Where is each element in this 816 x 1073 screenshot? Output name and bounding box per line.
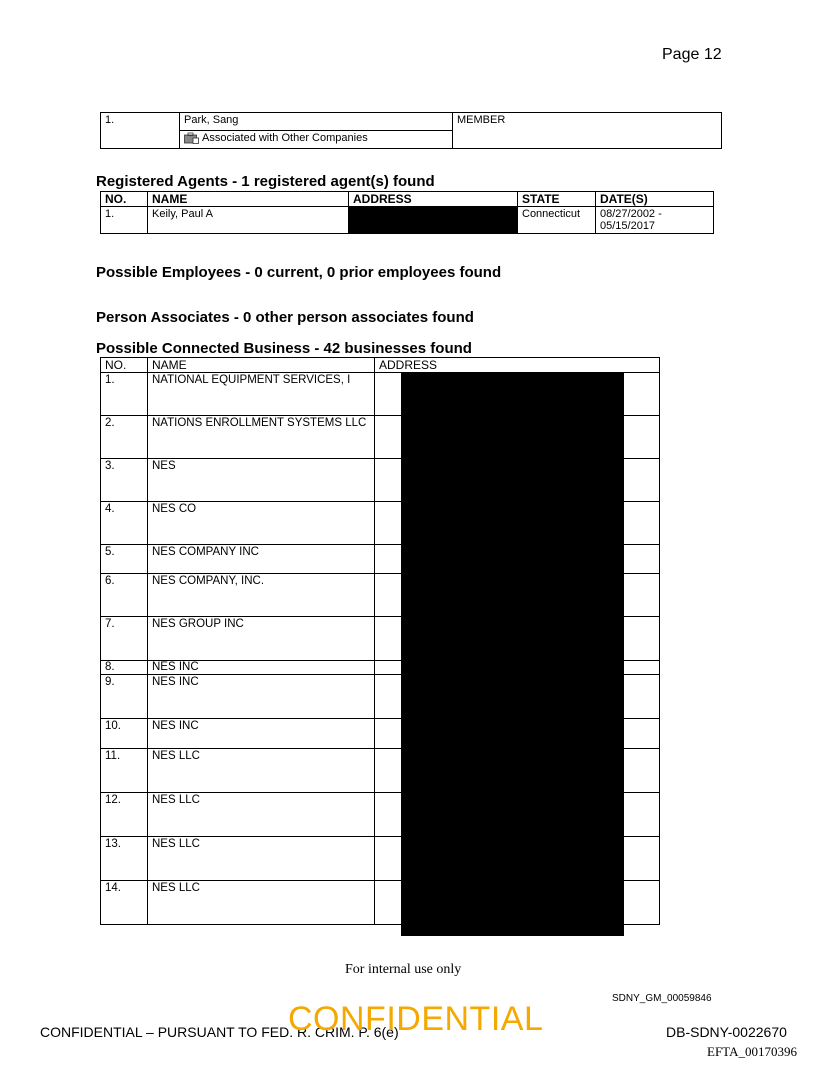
row-no: 8. [101,661,148,675]
confidential-stamp: CONFIDENTIAL [288,1000,544,1038]
col-name: NAME [148,358,375,373]
members-table [100,112,722,149]
person-associates-title: Person Associates - 0 other person associates found [96,309,474,326]
row-name: NES INC [148,675,375,719]
row-name: NES LLC [148,749,375,793]
col-name: NAME [148,192,349,207]
row-no: 12. [101,793,148,837]
bates-number-large: DB-SDNY-0022670 [666,1024,787,1040]
row-no: 13. [101,837,148,881]
col-state: STATE [518,192,596,207]
row-no: 6. [101,574,148,617]
row-name: NES [148,459,375,502]
page-number: Page 12 [662,46,722,63]
agent-no: 1. [101,207,148,234]
col-address: ADDRESS [375,358,660,373]
member-no: 1. [101,113,180,149]
registered-agents-table [100,191,714,234]
possible-employees-title: Possible Employees - 0 current, 0 prior employees found [96,264,502,281]
row-no: 7. [101,617,148,661]
table-row [101,113,722,131]
row-no: 5. [101,545,148,574]
row-name: NES INC [148,661,375,675]
member-name: Park, Sang [180,113,453,131]
briefcase-icon [184,132,199,144]
member-role: MEMBER [453,113,722,149]
row-name: NES CO [148,502,375,545]
col-no: NO. [101,192,148,207]
row-name: NATIONAL EQUIPMENT SERVICES, I [148,373,375,416]
row-no: 1. [101,373,148,416]
associated-companies-cell [180,131,453,149]
address-redaction-block [401,373,624,936]
row-no: 3. [101,459,148,502]
agent-dates [596,207,714,234]
row-name: NES LLC [148,881,375,925]
row-name: NES LLC [148,837,375,881]
internal-use-note: For internal use only [345,962,462,977]
agent-date-to: 05/15/2017 [600,220,656,232]
row-no: 14. [101,881,148,925]
row-no: 11. [101,749,148,793]
row-no: 4. [101,502,148,545]
row-no: 2. [101,416,148,459]
registered-agents-title: Registered Agents - 1 registered agent(s) found [96,173,435,190]
agent-date-from: 08/27/2002 - [600,208,662,220]
efta-number: EFTA_00170396 [707,1044,797,1059]
row-name: NES GROUP INC [148,617,375,661]
row-name: NATIONS ENROLLMENT SYSTEMS LLC [148,416,375,459]
row-no: 10. [101,719,148,749]
agent-name: Keily, Paul A [148,207,349,234]
col-address: ADDRESS [349,192,518,207]
row-name: NES COMPANY INC [148,545,375,574]
col-no: NO. [101,358,148,373]
redacted-address [349,207,518,234]
confidential-notice: CONFIDENTIAL – PURSUANT TO FED. R. CRIM. P. 6(e) [40,1024,399,1040]
table-header-row [101,358,660,373]
associated-companies-label: Associated with Other Companies [202,132,368,144]
table-header-row [101,192,714,207]
col-dates: DATE(S) [596,192,714,207]
row-no: 9. [101,675,148,719]
row-name: NES LLC [148,793,375,837]
associated-companies-link[interactable] [184,132,448,144]
row-name: NES INC [148,719,375,749]
row-name: NES COMPANY, INC. [148,574,375,617]
connected-business-title: Possible Connected Business - 42 businesses found [96,340,472,357]
table-row [101,207,714,234]
bates-number-small: SDNY_GM_00059846 [612,993,712,1004]
agent-state: Connecticut [518,207,596,234]
